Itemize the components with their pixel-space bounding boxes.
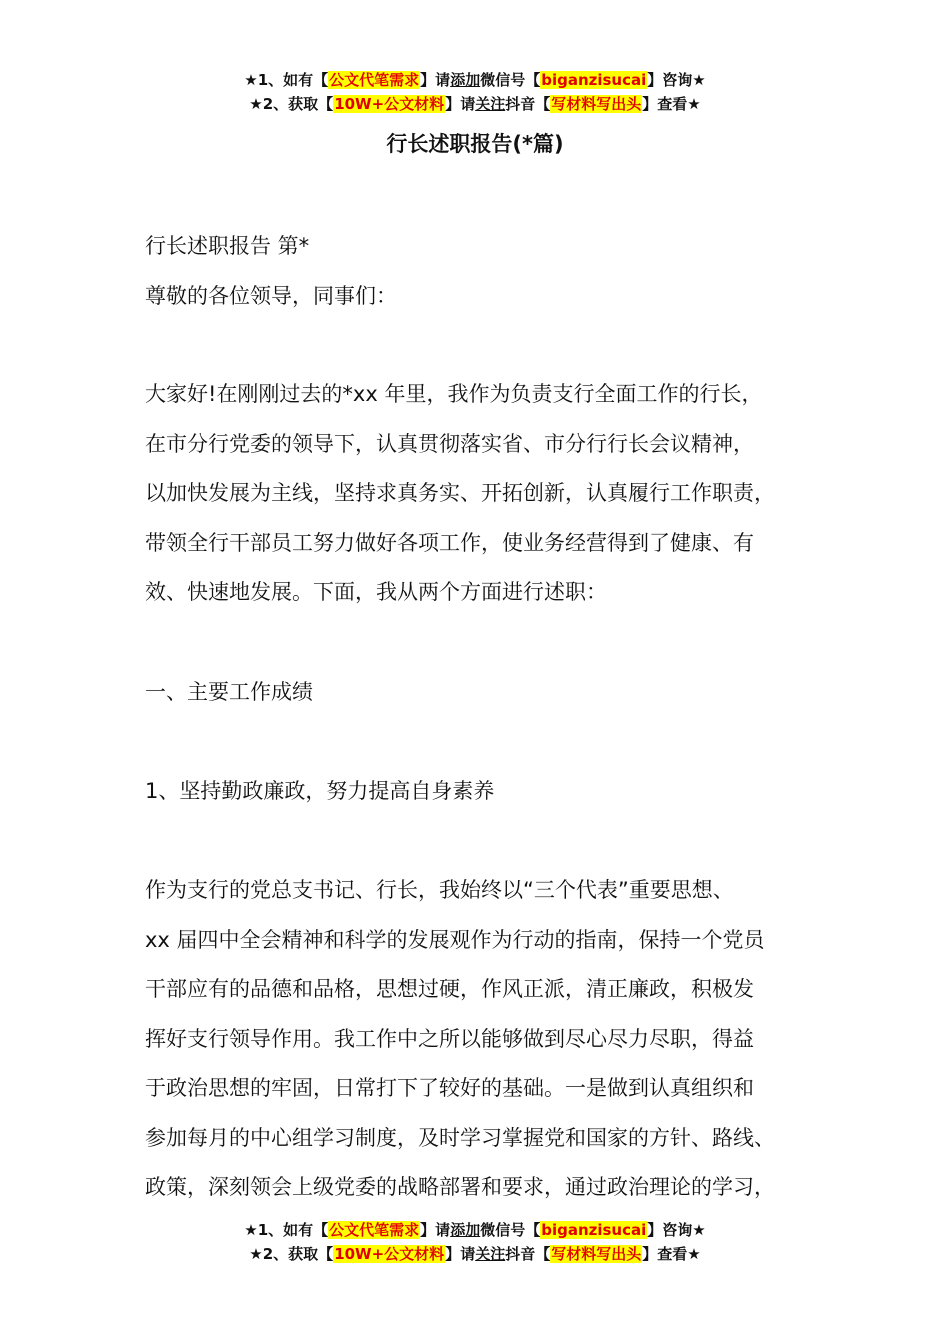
text-line: 效、快速地发展。下面，我从两个方面进行述职： [145,580,607,604]
salutation: 尊敬的各位领导，同事们： [145,284,397,308]
bottom-banner [0,1218,950,1266]
highlight-douyin: 写材料写出头 [551,95,642,113]
text-line: 政策，深刻领会上级党委的战略部署和要求，通过政治理论的学习， [145,1175,775,1199]
text-line: 参加每月的中心组学习制度，及时学习掌握党和国家的方针、路线、 [145,1125,775,1150]
text-line: xx 届四中全会精神和科学的发展观作为行动的指南，保持一个党员 [145,927,765,952]
body-paragraph [145,866,835,1213]
highlight-service: 公文代笔需求 [329,71,420,89]
report-subtitle: 行长述职报告 第* [145,234,310,258]
section-heading: 一、主要工作成绩 [145,680,313,704]
top-banner [0,68,950,116]
text-line: 以加快发展为主线，坚持求真务实、开拓创新，认真履行工作职责， [145,481,775,505]
subsection-heading: 1、坚持勤政廉政，努力提高自身素养 [145,779,495,803]
highlight-materials: 10W+公文材料 [334,1245,445,1263]
banner-line-1: ★1、如有【公文代笔需求】请添加微信号【biganzisucai】咨询★ [244,71,706,89]
text-line: 干部应有的品德和品格，思想过硬，作风正派，清正廉政，积极发 [145,977,754,1001]
highlight-wechat-id: biganzisucai [541,1221,647,1239]
highlight-douyin: 写材料写出头 [551,1245,642,1263]
text-line: 作为支行的党总支书记、行长，我始终以“三个代表”重要思想、 [145,878,734,902]
text-line: 大家好!在刚刚过去的*xx 年里，我作为负责支行全面工作的行长， [145,382,763,406]
highlight-materials: 10W+公文材料 [334,95,445,113]
document-title: 行长述职报告(*篇) [386,132,564,156]
text-line: 在市分行党委的领导下，认真贯彻落实省、市分行行长会议精神， [145,431,754,456]
banner-line-2: ★2、获取【10W+公文材料】请关注抖音【写材料写出头】查看★ [249,1245,701,1263]
banner-line-1: ★1、如有【公文代笔需求】请添加微信号【biganzisucai】咨询★ [244,1221,706,1239]
text-line: 挥好支行领导作用。我工作中之所以能够做到尽心尽力尽职，得益 [145,1026,754,1051]
intro-paragraph [145,370,835,618]
highlight-wechat-id: biganzisucai [541,71,647,89]
text-line: 带领全行干部员工努力做好各项工作，使业务经营得到了健康、有 [145,530,754,555]
text-line: 于政治思想的牢固，日常打下了较好的基础。一是做到认真组织和 [145,1076,754,1100]
banner-line-2: ★2、获取【10W+公文材料】请关注抖音【写材料写出头】查看★ [249,95,701,113]
highlight-service: 公文代笔需求 [329,1221,420,1239]
